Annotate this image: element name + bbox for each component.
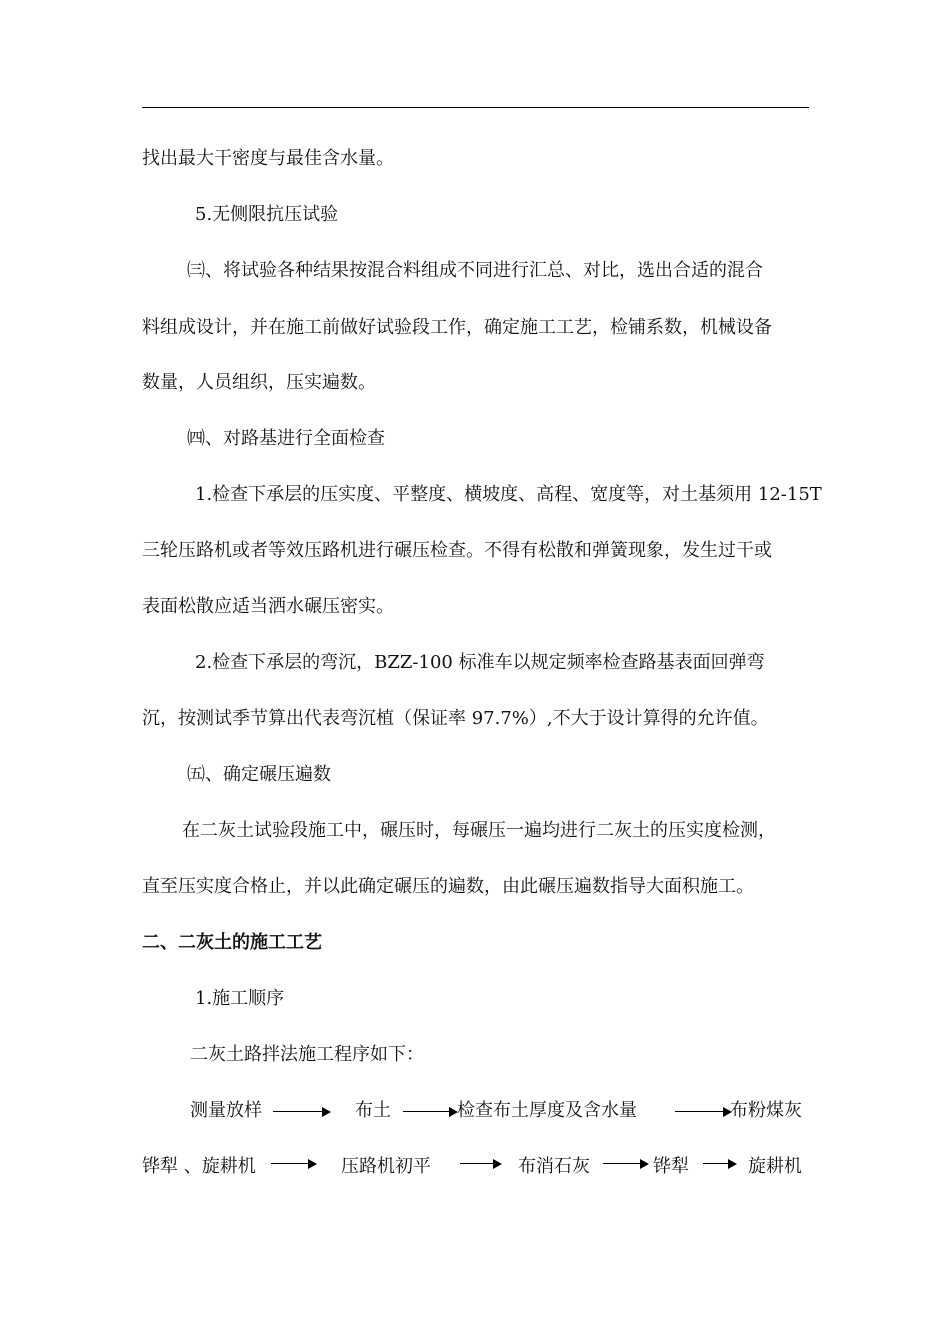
flow-step: 检查布土厚度及含水量	[457, 1100, 637, 1121]
text-line: 5.无侧限抗压试验	[195, 204, 339, 225]
text-line: 直至压实度合格止，并以此确定碾压的遍数，由此碾压遍数指导大面积施工。	[142, 876, 754, 897]
text-line: 料组成设计，并在施工前做好试验段工作，确定施工工艺，检铺系数，机械设备	[142, 317, 772, 338]
arrow-right-icon	[271, 1159, 317, 1169]
arrow-right-icon	[603, 1159, 649, 1169]
flow-step: 测量放样	[190, 1100, 262, 1121]
text-line: 1.施工顺序	[195, 988, 285, 1009]
arrow-right-icon	[460, 1159, 502, 1169]
text-line: 三轮压路机或者等效压路机进行碾压检查。不得有松散和弹簧现象，发生过干或	[142, 540, 772, 561]
flow-step: 布粉煤灰	[730, 1100, 802, 1121]
arrow-right-icon	[675, 1107, 732, 1117]
text-line: 二灰土路拌法施工程序如下：	[190, 1044, 424, 1065]
flow-step: 压路机初平	[341, 1156, 431, 1177]
flow-step: 铧犁 、旋耕机	[142, 1156, 256, 1177]
chapter-heading: 二、二灰土的施工工艺	[142, 932, 322, 953]
header-rule	[142, 107, 809, 108]
text-line: 在二灰土试验段施工中，碾压时，每碾压一遍均进行二灰土的压实度检测，	[182, 820, 776, 841]
arrow-right-icon	[703, 1159, 737, 1169]
section-heading: ㈤、确定碾压遍数	[187, 764, 331, 785]
flow-step: 铧犁	[653, 1156, 689, 1177]
text-line: ㈢、将试验各种结果按混合料组成不同进行汇总、对比，选出合适的混合	[187, 260, 763, 281]
flow-step: 旋耕机	[748, 1156, 802, 1177]
section-heading: ㈣、对路基进行全面检查	[187, 428, 385, 449]
text-line: 数量，人员组织，压实遍数。	[142, 372, 376, 393]
flow-step: 布土	[355, 1100, 391, 1121]
text-line: 1.检查下承层的压实度、平整度、横坡度、高程、宽度等，对土基须用 12-15T	[195, 484, 822, 505]
text-line: 2.检查下承层的弯沉，BZZ-100 标准车以规定频率检查路基表面回弹弯	[195, 652, 765, 673]
arrow-right-icon	[403, 1107, 458, 1117]
flow-step: 布消石灰	[518, 1156, 590, 1177]
arrow-right-icon	[273, 1107, 331, 1117]
text-line: 沉，按测试季节算出代表弯沉植（保证率 97.7%）,不大于设计算得的允许值。	[142, 708, 769, 729]
text-line: 找出最大干密度与最佳含水量。	[142, 148, 394, 169]
text-line: 表面松散应适当洒水碾压密实。	[142, 596, 394, 617]
